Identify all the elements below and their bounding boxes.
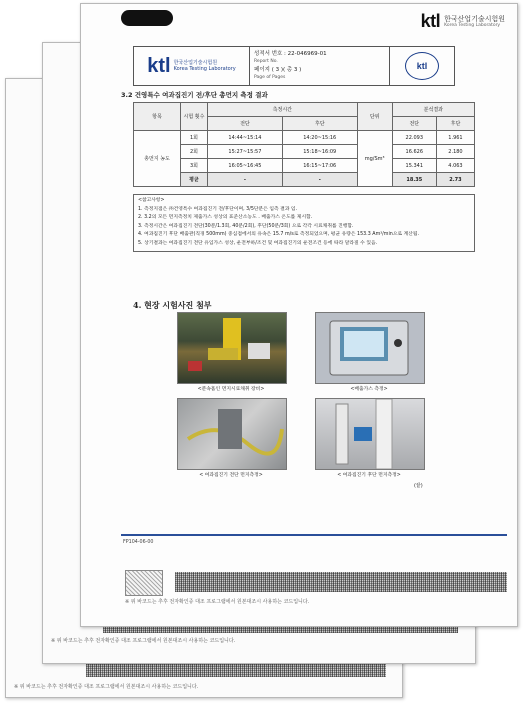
form-number: FP104-06-00 — [123, 540, 154, 545]
photo-caption: < 여과집진기 전단 먼지측정> — [199, 473, 263, 478]
photo-front-dust — [177, 398, 287, 470]
unit-cell: mg/Sm³ — [357, 131, 392, 187]
avg-back: 2.73 — [436, 173, 474, 187]
photo-gas-measurement — [315, 312, 425, 384]
section4-title: 4. 현장 시험사진 첨부 — [133, 300, 212, 310]
results-table: 항목 시험 횟수 측정시간 단위 분석결과 전단 후단 전단 후단 총먼지 농도 1회 14:44~15:14 14:20~15:16 mg/Sm³ 22.093 1.961 2회 15:27~15:57 15:18~16:09 16.626 2.180 3회 16:05~16:45 16:15~17:06 15.341 4.063 평균 - - 18.35 2.73 — [133, 102, 475, 187]
report-number: 22-046969-01 — [287, 51, 327, 57]
end-mark: (끝) — [414, 483, 423, 489]
section-title: 3.2 건영특수 여과집진기 전/후단 총먼지 측정 결과 — [121, 91, 268, 99]
barcode-note: ※ 위 바코드는 추후 전자확인증 대조 프로그램에서 원본대조시 사용하는 코드입니다. — [125, 599, 310, 605]
page-indicator: 페이지 ( 3 )( 총 3 ) — [254, 67, 302, 73]
header-logo: ktl 한국산업기술시험원 Korea Testing Laboratory — [134, 47, 250, 85]
report-info: 성적서 번호 : 22-046969-01 Report No. 페이지 ( 3 )( 총 3 ) Page of Pages — [250, 47, 390, 85]
org-name-eng: Korea Testing Laboratory — [444, 23, 501, 28]
org-name-kor: 한국산업기술시험원 — [444, 15, 505, 23]
report-header — [133, 46, 455, 86]
table-row: 총먼지 농도 1회 14:44~15:14 14:20~15:16 mg/Sm³ 22.093 1.961 — [134, 131, 475, 145]
top-logo — [421, 11, 505, 32]
ktl-seal-icon: ktl — [405, 52, 439, 80]
front-page — [80, 3, 518, 627]
table-row: 2회 15:27~15:57 15:18~16:09 16.626 2.180 — [134, 145, 475, 159]
qr-code — [125, 570, 163, 596]
item-cell: 총먼지 농도 — [134, 131, 181, 187]
ktl-logo: ktl — [420, 11, 441, 31]
photo-caption: < 여과집진기 후단 먼지측정> — [337, 473, 401, 478]
photo-caption: <배출가스 측정> — [350, 387, 388, 392]
barcode-note: ※ 위 바코드는 추후 전자확인증 대조 프로그램에서 원본대조시 사용하는 코드입니다. — [51, 638, 236, 644]
photo-caption: <분속흡인 먼지시료채취 장비> — [197, 387, 265, 392]
table-row: 3회 16:05~16:45 16:15~17:06 15.341 4.063 — [134, 159, 475, 173]
barcode-strip — [175, 572, 507, 592]
notes-box: <참고사항> 1. 측정지점은 ㈜건영특수 여과집진기 전/후단이며, 3/5단분은 입측 결과 임. 2. 3.2의 모든 먼지측정치 제출가스 성상의 표준산소농도 ․ 배출가스 온도를 제시함. 3. 측정시간은 여과집진기 전단(30분/1.3회, 40분/2회), 후단(50분/3회) 으로 각각 시료채취를 진행함. 4. 여과집진기 후단 배출관(직경 500mm) 중심점에서의 유속은 15.7 m/s로 측정되었으며, 평균 유량은 153.3 Am³/min으로 계산됨. 5. 상기결과는 여과집진기 전단 유입가스 성상, 운전부하/조건 및 여과집진기의 운전조건 등에 따라 달라질 수 있음. — [133, 194, 475, 252]
average-row: 평균 - - 18.35 2.73 — [134, 173, 475, 187]
footer-rule — [121, 534, 507, 536]
photo-sampling-equipment — [177, 312, 287, 384]
barcode-note: ※ 위 바코드는 추후 전자확인증 대조 프로그램에서 원본대조시 사용하는 코드입니다. — [14, 684, 199, 690]
binder-tab — [121, 10, 173, 26]
avg-front: 18.35 — [392, 173, 436, 187]
photo-back-dust — [315, 398, 425, 470]
